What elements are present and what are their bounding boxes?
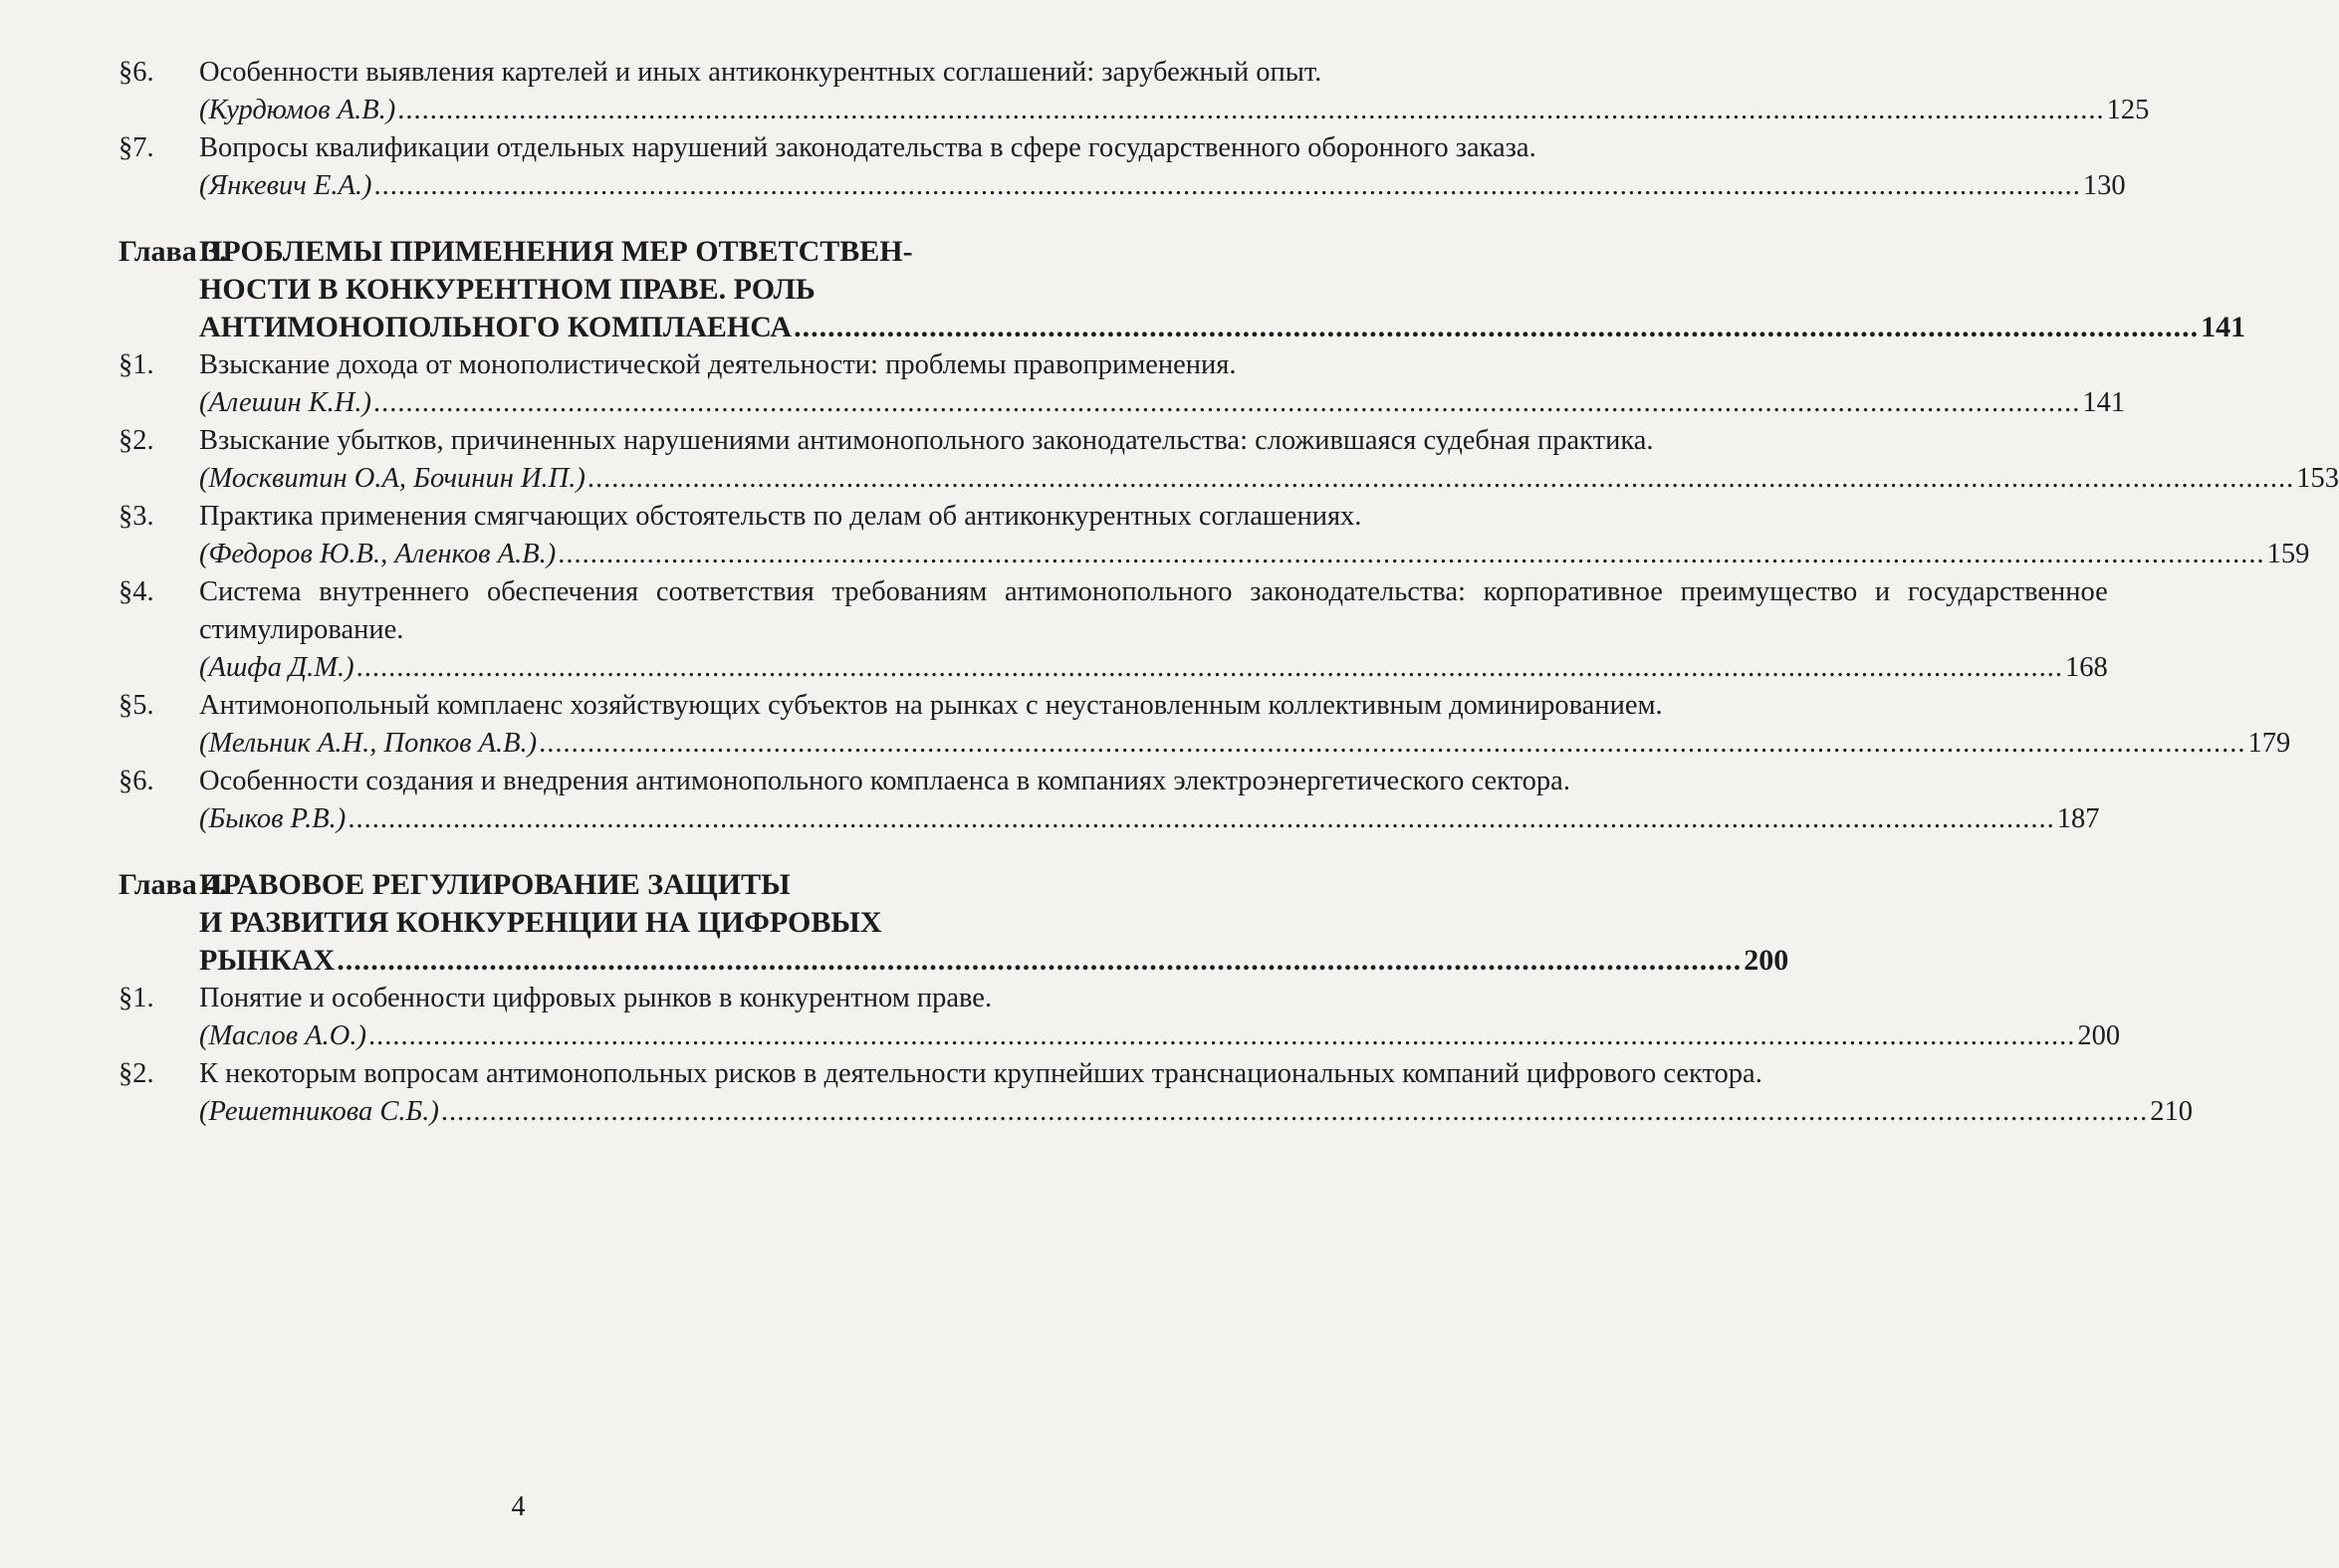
chapter-page: 141 [2201, 311, 2246, 343]
entry-author: (Решетникова С.Б.) [199, 1096, 439, 1127]
entry-author: (Мельник А.Н., Попков А.В.) [199, 728, 538, 759]
entry-page: 153 [2296, 463, 2339, 494]
chapter-title-line: НОСТИ В КОНКУРЕНТНОМ ПРАВЕ. РОЛЬ [199, 273, 816, 306]
entry-number: §5. [118, 690, 154, 721]
chapter-label: Глава 3. [118, 235, 227, 268]
leader-dots [374, 167, 2081, 205]
toc-entry [118, 1055, 2194, 1131]
entry-number: §1. [118, 983, 154, 1013]
entry-number: §2. [118, 1058, 154, 1089]
entry-author: (Курдюмов А.В.) [199, 95, 396, 125]
leader-dots [587, 460, 2294, 498]
entry-title: Система внутреннего обеспечения соответствия требованиям антимонопольного законодательства: корпоративное преимущество и государственное стимулирование. [199, 576, 2108, 645]
entry-number: §1. [118, 349, 154, 380]
entry-page: 141 [2082, 387, 2126, 418]
leader-dots [337, 942, 1742, 980]
leader-dots [348, 800, 2054, 838]
toc-entry [118, 129, 2126, 205]
entry-author: (Быков Р.В.) [199, 803, 347, 834]
entry-page: 187 [2056, 803, 2100, 834]
entry-author: (Маслов А.О.) [199, 1020, 366, 1051]
entry-page: 130 [2082, 170, 2126, 201]
leader-dots [356, 649, 2063, 687]
entry-page: 200 [2077, 1020, 2121, 1051]
entry-author: (Москвитин О.А, Бочинин И.П.) [199, 463, 585, 494]
entry-author: (Алешин К.Н.) [199, 387, 371, 418]
entry-page: 210 [2150, 1096, 2194, 1127]
leader-dots [539, 725, 2245, 763]
toc-entry [118, 346, 2126, 422]
entry-title: Практика применения смягчающих обстоятельств по делам об антиконкурентных соглашениях. [199, 501, 1362, 532]
toc-entry [118, 422, 2339, 498]
chapter-title-line: И РАЗВИТИЯ КОНКУРЕНЦИИ НА ЦИФРОВЫХ [199, 906, 882, 939]
table-of-contents [118, 54, 2339, 1131]
entry-author: (Ашфа Д.М.) [199, 652, 354, 683]
chapter-title-line: ПРОБЛЕМЫ ПРИМЕНЕНИЯ МЕР ОТВЕТСТВЕН- [199, 235, 913, 268]
entry-title: Особенности создания и внедрения антимонопольного комплаенса в компаниях электроэнергетического сектора. [199, 766, 1570, 796]
entry-page: 159 [2266, 539, 2310, 569]
toc-entry [118, 54, 2150, 129]
chapter-title-line: АНТИМОНОПОЛЬНОГО КОМПЛАЕНСА [199, 311, 793, 343]
chapter-title-line: РЫНКАХ [199, 944, 336, 977]
entry-number: §6. [118, 57, 154, 88]
chapter-label: Глава 4. [118, 868, 227, 901]
entry-title: Особенности выявления картелей и иных антиконкурентных соглашений: зарубежный опыт. [199, 57, 1322, 88]
entry-page: 168 [2065, 652, 2108, 683]
chapter-heading [118, 866, 1789, 980]
toc-entry [118, 687, 2291, 763]
leader-dots [794, 309, 2199, 346]
entry-title: Понятие и особенности цифровых рынков в конкурентном праве. [199, 983, 993, 1013]
entry-title: К некоторым вопросам антимонопольных рисков в деятельности крупнейших транснациональных компаний цифрового сектора. [199, 1058, 1762, 1089]
entry-title: Антимонопольный комплаенс хозяйствующих субъектов на рынках с неустановленным коллективным доминированием. [199, 690, 1663, 721]
chapter-heading [118, 233, 2246, 346]
leader-dots [368, 1017, 2075, 1055]
entry-author: (Янкевич Е.А.) [199, 170, 372, 201]
chapter-title-line: ПРАВОВОЕ РЕГУЛИРОВАНИЕ ЗАЩИТЫ [199, 868, 791, 901]
chapter-page: 200 [1744, 944, 1789, 977]
leader-dots [373, 384, 2080, 422]
page-number: 4 [511, 1491, 526, 1522]
entry-page: 125 [2106, 95, 2150, 125]
entry-number: §2. [118, 425, 154, 456]
toc-entry [118, 498, 2310, 573]
entry-number: §4. [118, 576, 154, 607]
entry-title: Взыскание дохода от монополистической деятельности: проблемы правоприменения. [199, 349, 1237, 380]
entry-title: Взыскание убытков, причиненных нарушениями антимонопольного законодательства: сложившаяся судебная практика. [199, 425, 1654, 456]
entry-number: §3. [118, 501, 154, 532]
entry-author: (Федоров Ю.В., Аленков А.В.) [199, 539, 557, 569]
entry-title: Вопросы квалификации отдельных нарушений законодательства в сфере государственного оборонного заказа. [199, 132, 1536, 163]
entry-number: §7. [118, 132, 154, 163]
entry-page: 179 [2247, 728, 2291, 759]
leader-dots [441, 1093, 2148, 1131]
toc-entry [118, 763, 2100, 838]
leader-dots [558, 536, 2264, 573]
toc-entry [118, 573, 2108, 687]
entry-number: §6. [118, 766, 154, 796]
toc-entry [118, 980, 2121, 1055]
leader-dots [397, 92, 2104, 129]
